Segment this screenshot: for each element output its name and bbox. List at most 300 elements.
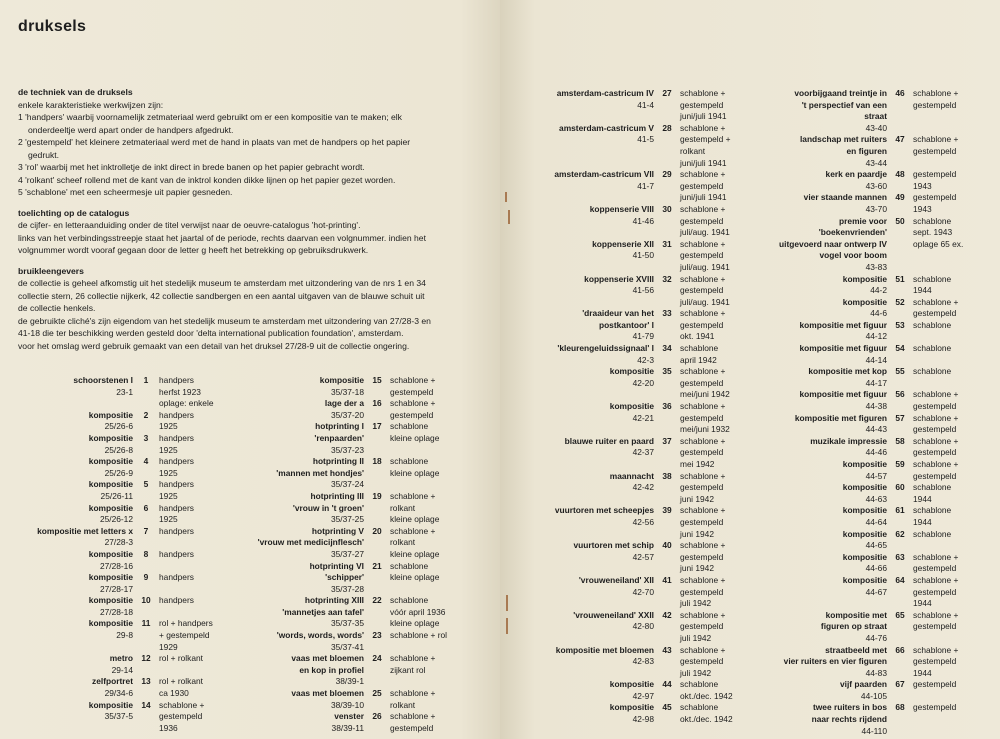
technique-line: mei/juni 1932 xyxy=(680,424,730,435)
intro-line: enkele karakteristieke werkwijzen zijn: xyxy=(18,99,164,110)
entry-number: 53 xyxy=(895,319,905,330)
entry-title xyxy=(522,540,654,575)
catalogue-reference: 44-67 xyxy=(865,586,887,597)
title-line: kompositie xyxy=(842,296,887,307)
entry-number: 8 xyxy=(143,548,149,559)
entry-number: 4 xyxy=(143,456,149,467)
entry-number: 46 xyxy=(895,88,905,98)
title-line: kompositie xyxy=(88,618,133,629)
catalogue-entry xyxy=(522,471,760,506)
technique-line: juni/juli 1941 xyxy=(680,111,727,122)
technique-line: juni 1942 xyxy=(680,493,714,504)
entry-title xyxy=(18,572,133,595)
catalogue-entry xyxy=(746,343,993,366)
entry-number: 28 xyxy=(662,122,672,133)
title-line: 'renpaarden' xyxy=(314,432,364,443)
catalogue-reference: 44-110 xyxy=(861,725,887,736)
technique-line: oplage: enkele xyxy=(159,398,214,409)
entry-number: 38 xyxy=(662,470,672,481)
technique-line: gestempeld xyxy=(680,656,724,667)
catalogue-entry xyxy=(746,274,993,297)
technique-line: schablone xyxy=(913,528,952,539)
catalogue-reference: 41-5 xyxy=(637,134,654,145)
technique-line: gestempeld xyxy=(913,679,957,690)
entry-technique xyxy=(913,645,993,680)
entry-number: 19 xyxy=(372,490,382,501)
entry-technique xyxy=(913,343,993,366)
catalogue-entry xyxy=(522,645,760,680)
entry-technique xyxy=(390,456,495,491)
intro-line: de cijfer- en letteraanduiding onder de titel verwijst naar de oeuvre-catalogus 'hot-printing'. xyxy=(18,220,361,230)
catalogue-reference: 44-6 xyxy=(870,308,887,319)
technique-line: schablone + xyxy=(680,470,726,481)
catalogue-reference: 27/28-3 xyxy=(104,537,133,548)
technique-line: schablone + xyxy=(680,609,726,620)
section-heading: bruikleengevers xyxy=(18,265,84,276)
technique-line: vóór april 1936 xyxy=(390,606,446,617)
technique-line: gestempeld xyxy=(680,551,724,562)
technique-line: schablone + xyxy=(680,435,726,446)
catalogue-entry xyxy=(746,610,993,645)
technique-line: schablone xyxy=(390,560,429,571)
technique-line: 1944 xyxy=(913,285,932,296)
technique-line: 1925 xyxy=(159,467,178,478)
entry-title xyxy=(522,575,654,610)
intro-line: onderdeeltje werd apart onder de handpers afgedrukt. xyxy=(28,124,234,135)
technique-line: schablone + xyxy=(680,574,726,585)
catalogue-reference: 25/26-8 xyxy=(104,444,133,455)
intro-section xyxy=(18,86,468,199)
catalogue-entry xyxy=(746,575,993,610)
technique-line: juli 1942 xyxy=(680,598,712,609)
technique-line: gestempeld xyxy=(913,563,957,574)
title-line: kompositie xyxy=(842,505,887,516)
technique-line: schablone xyxy=(680,702,719,713)
technique-line: schablone + xyxy=(913,435,959,446)
entry-title xyxy=(746,320,887,343)
technique-line: gestempeld xyxy=(680,516,724,527)
catalogue-reference: 42-3 xyxy=(637,354,654,365)
entry-number: 7 xyxy=(143,525,149,536)
entry-number: 56 xyxy=(895,389,905,400)
entry-technique xyxy=(913,529,993,552)
entry-number: 44 xyxy=(662,679,672,690)
technique-line: gestempeld xyxy=(680,586,724,597)
entry-number: 6 xyxy=(143,502,149,513)
technique-line: gestempeld xyxy=(913,621,957,632)
entry-technique xyxy=(913,679,993,702)
entry-title xyxy=(232,456,364,491)
technique-line: gestempeld xyxy=(390,386,434,397)
title-line: venster xyxy=(334,711,364,722)
entry-title xyxy=(18,700,133,735)
entry-title xyxy=(232,561,364,596)
intro-line: 1 'handpers' waarbij voornamelijk zetmateriaal werd gebruikt om er een kompositie van te maken; elk xyxy=(18,112,402,122)
entry-number: 68 xyxy=(895,702,905,713)
technique-line: gestempeld xyxy=(680,319,724,330)
entry-title xyxy=(746,413,887,436)
entry-technique xyxy=(913,702,993,737)
entry-number: 50 xyxy=(895,215,905,226)
technique-line: rolkant xyxy=(390,537,416,548)
catalogue-entry xyxy=(746,389,993,412)
entry-title xyxy=(522,610,654,645)
entry-title xyxy=(522,169,654,204)
catalogue-reference: 41-79 xyxy=(632,331,654,342)
technique-line: handpers xyxy=(159,572,194,583)
technique-line: handpers xyxy=(159,375,194,385)
catalogue-reference: 35/37-25 xyxy=(330,514,364,525)
technique-line: juli 1942 xyxy=(680,632,712,643)
catalogue-entry xyxy=(746,88,993,134)
technique-line: schablone xyxy=(913,343,952,354)
entry-technique xyxy=(390,375,495,398)
title-line: 'vrouw met medicijnflesch' xyxy=(257,537,364,548)
intro-line: voor het omslag werd gebruik gemaakt van een detail van het druksel 27/28-9 uit de collectie ongering. xyxy=(18,340,410,351)
intro-line: 4 'rolkant' scheef rollend met de kant van de inktrol konden dikke lijnen op het papier gezet worden. xyxy=(18,174,396,185)
technique-line: schablone + xyxy=(913,412,959,423)
entry-number: 12 xyxy=(141,653,151,664)
technique-line: schablone + xyxy=(680,122,726,133)
entry-title xyxy=(746,575,887,610)
entry-title xyxy=(746,529,887,552)
entry-title xyxy=(746,482,887,505)
entry-number: 13 xyxy=(141,676,151,687)
catalogue-reference: 35/37-5 xyxy=(104,711,133,722)
title-line: hotprinting II xyxy=(312,456,364,467)
title-line: 'mannetjes aan tafel' xyxy=(282,606,364,617)
entry-title xyxy=(746,88,887,134)
technique-line: schablone + xyxy=(913,459,959,469)
title-line: hotprinting VI xyxy=(309,560,364,571)
catalogue-column-2 xyxy=(232,375,495,734)
catalogue-entry xyxy=(746,134,993,169)
catalogue-entry xyxy=(746,529,993,552)
catalogue-reference: 25/26-11 xyxy=(100,490,133,501)
technique-line: schablone + xyxy=(913,134,959,145)
catalogue-reference: 41-7 xyxy=(637,180,654,191)
catalogue-entry xyxy=(746,702,993,737)
section-heading: toelichting op de catalogus xyxy=(18,207,130,218)
catalogue-entry xyxy=(522,239,760,274)
catalogue-reference: 29-8 xyxy=(116,630,133,641)
catalogue-entry xyxy=(522,274,760,309)
entry-title xyxy=(232,711,364,734)
entry-number: 9 xyxy=(143,572,149,583)
title-line: figuren op straat xyxy=(820,621,887,632)
technique-line: juli/aug. 1941 xyxy=(680,227,730,238)
catalogue-reference: 44-57 xyxy=(865,470,887,481)
catalogue-reference: 35/37-20 xyxy=(330,409,364,420)
title-line: hotprinting V xyxy=(311,525,364,536)
entry-title xyxy=(746,134,887,169)
title-line: amsterdam-castricum V xyxy=(559,122,654,133)
entry-number: 57 xyxy=(895,412,905,423)
catalogue-entry xyxy=(746,505,993,528)
catalogue-entry xyxy=(522,366,760,401)
technique-line: schablone + xyxy=(913,551,959,562)
catalogue-entry xyxy=(746,192,993,215)
technique-line: 1929 xyxy=(159,641,178,652)
entry-number: 49 xyxy=(895,192,905,203)
entry-technique xyxy=(913,320,993,343)
margin-mark xyxy=(506,618,508,634)
entry-number: 64 xyxy=(895,574,905,585)
catalogue-entry xyxy=(232,653,495,688)
entry-title xyxy=(746,610,887,645)
entry-title xyxy=(18,456,133,479)
catalogue-reference: 44-76 xyxy=(865,632,887,643)
entry-title xyxy=(746,169,887,192)
catalogue-reference: 27/28-18 xyxy=(99,606,133,617)
entry-number: 60 xyxy=(895,482,905,493)
catalogue-entry xyxy=(746,413,993,436)
catalogue-entry xyxy=(522,204,760,239)
technique-line: handpers xyxy=(159,479,194,490)
technique-line: schablone xyxy=(390,595,429,606)
technique-line: juli/aug. 1941 xyxy=(680,261,730,272)
entry-number: 33 xyxy=(662,308,672,319)
catalogue-reference: 23-1 xyxy=(116,386,133,397)
technique-line: gestempeld xyxy=(913,447,957,458)
title-line: schoorstenen I xyxy=(73,375,133,385)
technique-line: gestempeld xyxy=(680,215,724,226)
technique-line: gestempeld xyxy=(913,99,957,110)
title-line: uitgevoerd naar ontwerp IV xyxy=(779,238,887,249)
catalogue-entry xyxy=(232,375,495,398)
catalogue-reference: 44-17 xyxy=(865,377,887,388)
title-line: maannacht xyxy=(609,470,654,481)
entry-technique xyxy=(390,630,495,653)
section-heading: de techniek van de druksels xyxy=(18,87,133,97)
entry-number: 41 xyxy=(662,574,672,585)
catalogue-reference: 25/26-12 xyxy=(99,514,133,525)
title-line: kompositie xyxy=(88,409,133,420)
entry-number: 37 xyxy=(662,435,672,446)
technique-line: mei/juni 1942 xyxy=(680,389,730,400)
title-line: koppenserie XII xyxy=(592,238,654,249)
title-line: en figuren xyxy=(846,145,887,156)
entry-title xyxy=(18,410,133,433)
catalogue-reference: 44-12 xyxy=(865,331,887,342)
entry-number: 1 xyxy=(143,375,149,385)
catalogue-entry xyxy=(522,436,760,471)
technique-line: rolkant xyxy=(390,502,416,513)
title-line: 'words, words, words' xyxy=(276,630,364,641)
title-line: kerk en paardje xyxy=(825,169,887,180)
title-line: kompositie xyxy=(88,432,133,443)
catalogue-entry xyxy=(746,459,993,482)
entry-title xyxy=(522,308,654,343)
entry-technique xyxy=(390,491,495,526)
catalogue-reference: 44-38 xyxy=(865,401,887,412)
technique-line: schablone xyxy=(913,505,952,516)
entry-title xyxy=(232,653,364,688)
entry-number: 54 xyxy=(895,343,905,354)
catalogue-reference: 25/26-9 xyxy=(104,467,133,478)
technique-line: schablone + xyxy=(390,688,436,699)
title-line: kompositie met xyxy=(825,609,887,620)
title-line: landschap met ruiters xyxy=(799,134,887,145)
title-line: kompositie xyxy=(88,479,133,490)
entry-number: 61 xyxy=(895,505,905,516)
title-line: kompositie xyxy=(88,699,133,710)
catalogue-entry xyxy=(232,526,495,561)
title-line: 'vrouweneiland' XXII xyxy=(573,609,654,620)
entry-title xyxy=(522,88,654,123)
technique-line: gestempeld xyxy=(680,621,724,632)
entry-title xyxy=(18,526,133,549)
title-line: koppenserie XVIII xyxy=(584,273,654,284)
title-line: kompositie xyxy=(88,502,133,513)
technique-line: zijkant rol xyxy=(390,664,426,675)
entry-technique xyxy=(390,561,495,596)
entry-number: 47 xyxy=(895,134,905,145)
intro-section xyxy=(18,265,468,353)
catalogue-entry xyxy=(746,320,993,343)
catalogue-reference: 43-44 xyxy=(865,157,887,168)
entry-technique xyxy=(913,169,993,192)
catalogue-reference: 27/28-17 xyxy=(99,583,133,594)
title-line: 'schipper' xyxy=(325,572,364,583)
entry-number: 55 xyxy=(895,366,905,377)
title-line: kompositie xyxy=(842,482,887,493)
title-line: blauwe ruiter en paard xyxy=(564,435,654,446)
title-line: kompositie xyxy=(609,702,654,713)
entry-technique xyxy=(390,526,495,561)
technique-line: schablone + xyxy=(913,609,959,620)
technique-line: schablone xyxy=(390,456,429,467)
catalogue-entry xyxy=(522,679,760,702)
entry-title xyxy=(746,343,887,366)
entry-title xyxy=(232,421,364,456)
technique-line: schablone + xyxy=(680,540,726,551)
catalogue-reference: 35/37-35 xyxy=(330,618,364,629)
entry-title xyxy=(746,216,887,274)
technique-line: schablone + xyxy=(680,88,726,98)
technique-line: rolkant xyxy=(680,145,706,156)
title-line: lage der a xyxy=(324,398,364,409)
intro-line: 41-18 die ter beschikking werden gesteld door 'delta international publication foundation', amsterdam. xyxy=(18,328,404,338)
technique-line: juni 1942 xyxy=(680,528,714,539)
intro-line: collectie stern, 26 collectie nijkerk, 42 collectie sandbergen en een aantal uitgaven van de blauwe schuit uit xyxy=(18,290,425,301)
entry-title xyxy=(746,297,887,320)
intro-section xyxy=(18,207,468,257)
catalogue-entry xyxy=(232,595,495,630)
catalogue-reference: 41-46 xyxy=(632,215,654,226)
catalogue-reference: 43-83 xyxy=(865,261,887,272)
technique-line: 1944 xyxy=(913,667,932,678)
title-line: 'vrouw in 't groen' xyxy=(292,502,364,513)
entry-number: 45 xyxy=(662,702,672,713)
entry-title xyxy=(232,688,364,711)
technique-line: herfst 1923 xyxy=(159,386,201,397)
technique-line: schablone xyxy=(680,679,719,690)
technique-line: gestempeld xyxy=(913,424,957,435)
entry-technique xyxy=(913,297,993,320)
entry-number: 52 xyxy=(895,296,905,307)
entry-technique xyxy=(913,366,993,389)
entry-number: 51 xyxy=(895,273,905,284)
entry-technique xyxy=(913,134,993,169)
technique-line: schablone + xyxy=(680,238,726,249)
intro-line: de gebruikte cliché's zijn eigendom van het stedelijk museum te amsterdam met uitzondering van 27/28-3 en xyxy=(18,315,431,326)
technique-line: schablone + xyxy=(159,699,205,710)
entry-title xyxy=(232,375,364,398)
catalogue-reference: 43-60 xyxy=(865,180,887,191)
title-line: vaas met bloemen xyxy=(291,653,364,664)
catalogue-reference: 44-66 xyxy=(865,563,887,574)
technique-line: kleine oplage xyxy=(390,548,440,559)
technique-line: gestempeld xyxy=(680,412,724,423)
entry-number: 3 xyxy=(143,432,149,443)
entry-title xyxy=(522,239,654,274)
entry-number: 24 xyxy=(372,653,382,664)
technique-line: 1936 xyxy=(159,722,178,733)
entry-technique xyxy=(913,610,993,645)
technique-line: schablone + xyxy=(913,296,959,307)
title-line: kompositie met figuur xyxy=(799,389,887,400)
entry-technique xyxy=(390,653,495,688)
title-line: kompositie xyxy=(842,459,887,469)
catalogue-reference: 42-42 xyxy=(632,482,654,493)
technique-line: gestempeld xyxy=(680,285,724,296)
entry-technique xyxy=(913,459,993,482)
entry-title xyxy=(18,503,133,526)
entry-technique xyxy=(913,274,993,297)
title-line: kompositie xyxy=(609,401,654,412)
entry-number: 21 xyxy=(372,560,382,571)
entry-technique xyxy=(913,482,993,505)
technique-line: gestempeld xyxy=(913,470,957,481)
title-line: kompositie xyxy=(609,366,654,377)
entry-number: 36 xyxy=(662,401,672,412)
catalogue-entry xyxy=(746,169,993,192)
entry-number: 17 xyxy=(372,421,382,432)
entry-technique xyxy=(913,575,993,610)
technique-line: kleine oplage xyxy=(390,432,440,443)
catalogue-entry xyxy=(522,610,760,645)
catalogue-reference: 27/28-16 xyxy=(99,560,133,571)
technique-line: schablone xyxy=(913,215,952,226)
title-line: twee ruiters in bos xyxy=(813,702,887,713)
catalogue-entry xyxy=(522,88,760,123)
catalogue-reference: 41-4 xyxy=(637,99,654,110)
entry-technique xyxy=(913,192,993,215)
title-line: amsterdam-castricum IV xyxy=(556,88,654,98)
entry-number: 59 xyxy=(895,459,905,469)
entry-title xyxy=(522,366,654,401)
catalogue-entry xyxy=(522,505,760,540)
right-page xyxy=(500,0,1000,739)
technique-line: gestempeld xyxy=(159,711,203,722)
entry-number: 20 xyxy=(372,525,382,536)
entry-title xyxy=(522,123,654,169)
technique-line: schablone xyxy=(913,366,952,377)
intro-line: 5 'schablone' met een scheermesje uit papier gesneden. xyxy=(18,187,233,197)
technique-line: 1943 xyxy=(913,203,932,214)
technique-line: schablone + xyxy=(390,398,436,409)
catalogue-entry xyxy=(746,366,993,389)
catalogue-entry xyxy=(746,436,993,459)
entry-title xyxy=(746,505,887,528)
entry-title xyxy=(746,702,887,737)
title-line: 'draaideur van het xyxy=(582,308,654,319)
technique-line: oplage 65 ex. xyxy=(913,238,964,249)
technique-line: okt./dec. 1942 xyxy=(680,690,733,701)
technique-line: gestempeld xyxy=(390,409,434,420)
technique-line: handpers xyxy=(159,456,194,467)
